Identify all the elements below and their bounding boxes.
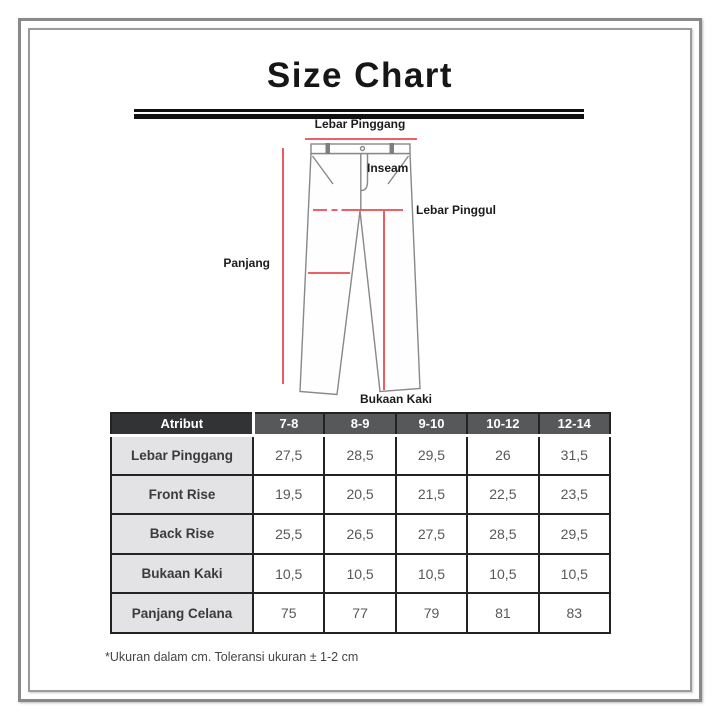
row-label: Panjang Celana <box>111 593 253 633</box>
pants-outline <box>300 144 420 395</box>
value-cell: 79 <box>396 593 467 633</box>
value-cell: 10,5 <box>253 554 324 594</box>
table-row <box>111 514 610 554</box>
value-cell: 27,5 <box>253 435 324 475</box>
value-cell: 28,5 <box>324 435 395 475</box>
row-label: Front Rise <box>111 475 253 515</box>
column-header-size: 7-8 <box>253 413 324 435</box>
table-row <box>111 593 610 633</box>
hip-label: Lebar Pinggul <box>416 203 497 217</box>
value-cell: 20,5 <box>324 475 395 515</box>
value-cell: 31,5 <box>539 435 610 475</box>
waist-label: Lebar Pinggang <box>314 117 406 131</box>
column-header-size: 10-12 <box>467 413 538 435</box>
value-cell: 29,5 <box>396 435 467 475</box>
value-cell: 10,5 <box>396 554 467 594</box>
column-header-atribut: Atribut <box>111 413 253 435</box>
value-cell: 26,5 <box>324 514 395 554</box>
value-cell: 10,5 <box>467 554 538 594</box>
size-table-body <box>111 435 610 633</box>
size-table <box>110 412 611 634</box>
value-cell: 10,5 <box>324 554 395 594</box>
value-cell: 77 <box>324 593 395 633</box>
value-cell: 28,5 <box>467 514 538 554</box>
value-cell: 21,5 <box>396 475 467 515</box>
value-cell: 29,5 <box>539 514 610 554</box>
row-label: Bukaan Kaki <box>111 554 253 594</box>
value-cell: 22,5 <box>467 475 538 515</box>
row-label: Lebar Pinggang <box>111 435 253 475</box>
inseam-label: Inseam <box>367 161 409 175</box>
column-header-size: 12-14 <box>539 413 610 435</box>
page-title: Size Chart <box>266 56 454 95</box>
value-cell: 23,5 <box>539 475 610 515</box>
value-cell: 27,5 <box>396 514 467 554</box>
value-cell: 83 <box>539 593 610 633</box>
column-header-size: 9-10 <box>396 413 467 435</box>
table-row <box>111 554 610 594</box>
value-cell: 10,5 <box>539 554 610 594</box>
value-cell: 75 <box>253 593 324 633</box>
table-row <box>111 475 610 515</box>
value-cell: 19,5 <box>253 475 324 515</box>
value-cell: 25,5 <box>253 514 324 554</box>
value-cell: 26 <box>467 435 538 475</box>
column-header-size: 8-9 <box>324 413 395 435</box>
leg-opening-label: Bukaan Kaki <box>359 392 433 406</box>
footnote: *Ukuran dalam cm. Toleransi ukuran ± 1-2 cm <box>105 650 359 664</box>
table-header-row <box>111 413 610 435</box>
length-label: Panjang <box>223 256 270 270</box>
value-cell: 81 <box>467 593 538 633</box>
row-label: Back Rise <box>111 514 253 554</box>
table-row <box>111 435 610 475</box>
